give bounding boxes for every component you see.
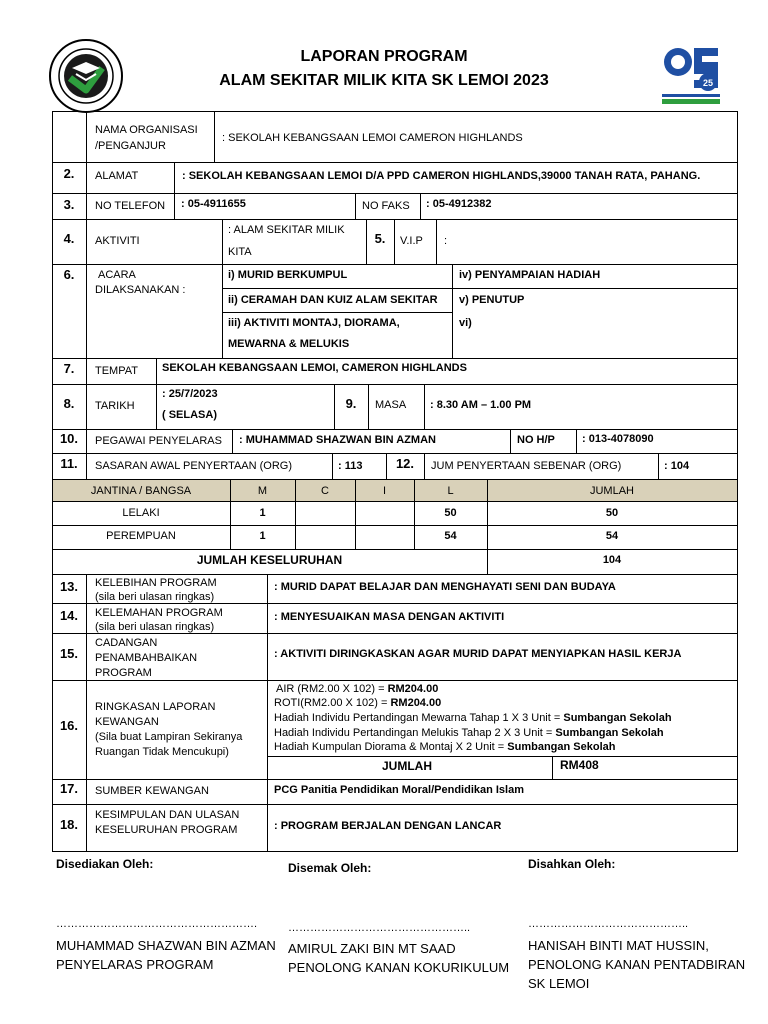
date-label: TARIKH — [95, 400, 135, 412]
funding-value: PCG Panitia Pendidikan Moral/Pendidikan Islam — [274, 784, 525, 796]
finance-prize-3: Hadiah Kumpulan Diorama & Montaj X 2 Unit = Sumbangan Sekolah — [274, 741, 616, 753]
row-num-4: 4. — [63, 231, 75, 246]
hp-label: NO H/P — [517, 434, 555, 446]
male-m: 1 — [259, 507, 266, 519]
checked-by-heading: Disemak Oleh: — [288, 861, 372, 875]
address-value: : SEKOLAH KEBANGSAAN LEMOI D/A PPD CAMERON HIGHLANDS,39000 TANAH RATA, PAHANG. — [182, 170, 701, 182]
col-header-i: I — [382, 485, 387, 497]
actual-value: : 104 — [664, 460, 690, 472]
checked-role: PENOLONG KANAN KOKURIKULUM — [288, 960, 510, 975]
male-total: 50 — [605, 507, 619, 519]
venue-label: TEMPAT — [95, 365, 138, 377]
finance-label: RINGKASAN LAPORAN — [95, 701, 216, 713]
program-label: ACARA — [98, 269, 136, 281]
target-value: : 113 — [338, 460, 363, 472]
coordinator-value: : MUHAMMAD SHAZWAN BIN AZMAN — [239, 434, 436, 446]
program-item-1: i) MURID BERKUMPUL — [228, 269, 348, 281]
conclusion-label-2: KESELURUHAN PROGRAM — [95, 824, 238, 836]
finance-roti: ROTI(RM2.00 X 102) = RM204.00 — [274, 697, 442, 709]
male-l: 50 — [444, 507, 457, 519]
funding-label: SUMBER KEWANGAN — [95, 785, 209, 797]
program-item-4: iv) PENYAMPAIAN HADIAH — [459, 269, 601, 281]
checked-signature-line: ………………………………………….. — [288, 922, 471, 934]
target-label: SASARAN AWAL PENYERTAAN (ORG) — [95, 460, 293, 472]
prepared-role: PENYELARAS PROGRAM — [56, 957, 214, 972]
svg-text:25: 25 — [702, 78, 714, 88]
row-num-12: 12. — [395, 456, 415, 471]
fax-value: : 05-4912382 — [426, 198, 492, 210]
prepared-signature-line: ………………………………………………. — [56, 918, 258, 930]
date-value: : 25/7/2023 — [162, 388, 218, 400]
col-header-gender: JANTINA / BANGSA — [90, 485, 192, 497]
vip-value: : — [444, 235, 448, 247]
approved-name: HANISAH BINTI MAT HUSSIN, — [528, 938, 709, 953]
program-item-5: v) PENUTUP — [459, 294, 525, 306]
report-subtitle: ALAM SEKITAR MILIK KITA SK LEMOI 2023 — [219, 72, 549, 89]
phone-value: : 05-4911655 — [181, 198, 246, 210]
row-num-8: 8. — [63, 396, 75, 411]
female-l: 54 — [444, 530, 457, 542]
female-m: 1 — [259, 530, 266, 542]
activity-value: : ALAM SEKITAR MILIK — [228, 224, 345, 236]
suggestion-label-3: PROGRAM — [95, 667, 152, 679]
row-num-10: 10. — [59, 431, 79, 446]
org-label: NAMA ORGANISASI — [95, 124, 198, 136]
finance-label-3: (Sila buat Lampiran Sekiranya — [95, 731, 243, 743]
finance-label-2: KEWANGAN — [95, 716, 159, 728]
row-num-18: 18. — [59, 817, 79, 832]
finance-total-label: JUMLAH — [382, 759, 432, 773]
col-header-m: M — [257, 485, 268, 497]
strength-label: KELEBIHAN PROGRAM — [95, 577, 217, 589]
strength-hint: (sila beri ulasan ringkas) — [95, 591, 215, 603]
program-item-3b: MEWARNA & MELUKIS — [228, 338, 350, 350]
suggestion-value: : AKTIVITI DIRINGKASKAN AGAR MURID DAPAT MENYIAPKAN HASIL KERJA — [274, 648, 682, 660]
row-label-female: PEREMPUAN — [106, 530, 176, 542]
approved-signature-line: …………………………………….. — [528, 918, 689, 930]
conclusion-value: : PROGRAM BERJALAN DENGAN LANCAR — [274, 820, 502, 832]
row-num-9: 9. — [345, 396, 357, 411]
col-header-total: JUMLAH — [589, 485, 634, 497]
time-label: MASA — [375, 399, 407, 411]
report-title: LAPORAN PROGRAM — [300, 48, 468, 65]
approved-by-heading: Disahkan Oleh: — [528, 857, 616, 871]
weakness-hint: (sila beri ulasan ringkas) — [95, 621, 215, 633]
fax-label: NO FAKS — [362, 200, 410, 212]
row-num-6: 6. — [63, 267, 75, 282]
hp-value: : 013-4078090 — [582, 433, 654, 445]
row-num-2: 2. — [63, 166, 75, 181]
program-label-2: DILAKSANAKAN : — [95, 284, 186, 296]
phone-label: NO TELEFON — [95, 200, 166, 212]
checked-name: AMIRUL ZAKI BIN MT SAAD — [288, 941, 456, 956]
prepared-by-heading: Disediakan Oleh: — [56, 857, 154, 871]
row-num-16: 16. — [59, 718, 79, 733]
grand-total-label: JUMLAH KESELURUHAN — [196, 553, 343, 567]
finance-total-value: RM408 — [560, 758, 599, 772]
row-num-13: 13. — [59, 579, 79, 594]
activity-value-2: KITA — [228, 246, 252, 258]
actual-label: JUM PENYERTAAN SEBENAR (ORG) — [431, 460, 622, 472]
vip-label: V.I.P — [400, 235, 423, 247]
suggestion-label-2: PENAMBAHBAIKAN — [95, 652, 198, 664]
finance-label-4: Ruangan Tidak Mencukupi) — [95, 746, 229, 758]
venue-value: SEKOLAH KEBANGSAAN LEMOI, CAMERON HIGHLANDS — [162, 362, 467, 374]
finance-prize-1: Hadiah Individu Pertandingan Mewarna Tahap 1 X 3 Unit = Sumbangan Sekolah — [274, 712, 672, 724]
coordinator-label: PEGAWAI PENYELARAS — [95, 435, 222, 447]
org-label-2: /PENGANJUR — [95, 140, 166, 152]
female-total: 54 — [605, 530, 619, 542]
grand-total-value: 104 — [602, 554, 622, 566]
row-num-17: 17. — [59, 781, 79, 796]
finance-air: AIR (RM2.00 X 102) = RM204.00 — [276, 683, 439, 695]
strength-value: : MURID DAPAT BELAJAR DAN MENGHAYATI SENI DAN BUDAYA — [274, 581, 616, 593]
program-item-3: iii) AKTIVITI MONTAJ, DIORAMA, — [228, 317, 400, 329]
row-num-3: 3. — [63, 197, 75, 212]
weakness-label: KELEMAHAN PROGRAM — [95, 607, 223, 619]
program-item-6: vi) — [459, 317, 472, 329]
row-label-male: LELAKI — [122, 507, 160, 519]
finance-prize-2: Hadiah Individu Pertandingan Melukis Tahap 2 X 3 Unit = Sumbangan Sekolah — [274, 727, 664, 739]
row-num-5: 5. — [374, 231, 386, 246]
conclusion-label: KESIMPULAN DAN ULASAN — [95, 809, 240, 821]
approved-role-2: SK LEMOI — [528, 976, 590, 991]
row-num-7: 7. — [63, 361, 75, 376]
suggestion-label: CADANGAN — [95, 637, 158, 649]
col-header-c: C — [321, 485, 329, 497]
row-num-15: 15. — [59, 646, 79, 661]
program-item-2: ii) CERAMAH DAN KUIZ ALAM SEKITAR — [228, 294, 438, 306]
col-header-l: L — [447, 485, 454, 497]
org-value: : SEKOLAH KEBANGSAAN LEMOI CAMERON HIGHLANDS — [222, 132, 523, 144]
weakness-value: : MENYESUAIKAN MASA DENGAN AKTIVITI — [274, 611, 505, 623]
date-day: ( SELASA) — [162, 409, 217, 421]
time-value: : 8.30 AM – 1.00 PM — [430, 399, 532, 411]
prepared-name: MUHAMMAD SHAZWAN BIN AZMAN — [56, 938, 276, 953]
address-label: ALAMAT — [95, 170, 139, 182]
row-num-14: 14. — [59, 608, 79, 623]
row-num-11: 11. — [60, 456, 78, 471]
approved-role: PENOLONG KANAN PENTADBIRAN — [528, 957, 746, 972]
activity-label: AKTIVITI — [95, 235, 140, 247]
